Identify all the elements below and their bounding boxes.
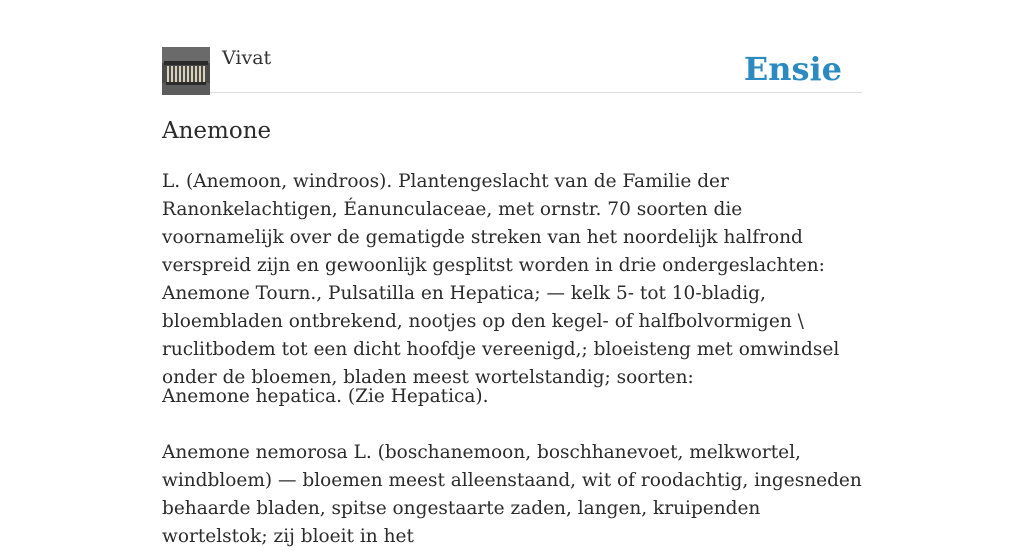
author-avatar[interactable] [162,47,210,95]
article-paragraph: Anemone nemorosa L. (boschanemoon, boschhanevoet, melkwortel, windbloem) — bloemen meest alleenstaand, wit of roodachtig, ingesneden behaarde bladen, spitse ongestaarte zaden, langen, kruipenden wortelstok; zij bloeit in het [162,442,862,547]
article-paragraph: Anemone hepatica. (Zie Hepatica). [162,386,489,407]
article-title: Anemone [162,118,272,144]
article-paragraph: L. (Anemoon, windroos). Plantengeslacht van de Familie der Ranonkelachtigen, Éanunculaceae, met ornstr. 70 soorten die voornamelijk over de gematigde streken van het noordelijk halfrond verspreid zijn en gewoonlijk gesplitst worden in drie ondergeslachten: Anemone Tourn., Pulsatilla en Hepatica; — kelk 5- tot 10-bladig, bloembladen ontbrekend, nootjes op den kegel- of halfbolvormigen \ ruclitbodem tot een dicht hoofdje vereenigd,; bloeisteng met omwindsel onder de bloemen, bladen meest wortelstandig; soorten: [162,171,840,388]
site-logo[interactable]: Ensie [743,50,842,88]
site-header [162,46,862,93]
article-body [162,168,867,551]
author-name[interactable]: Vivat [222,47,272,69]
avatar-image [162,47,210,95]
